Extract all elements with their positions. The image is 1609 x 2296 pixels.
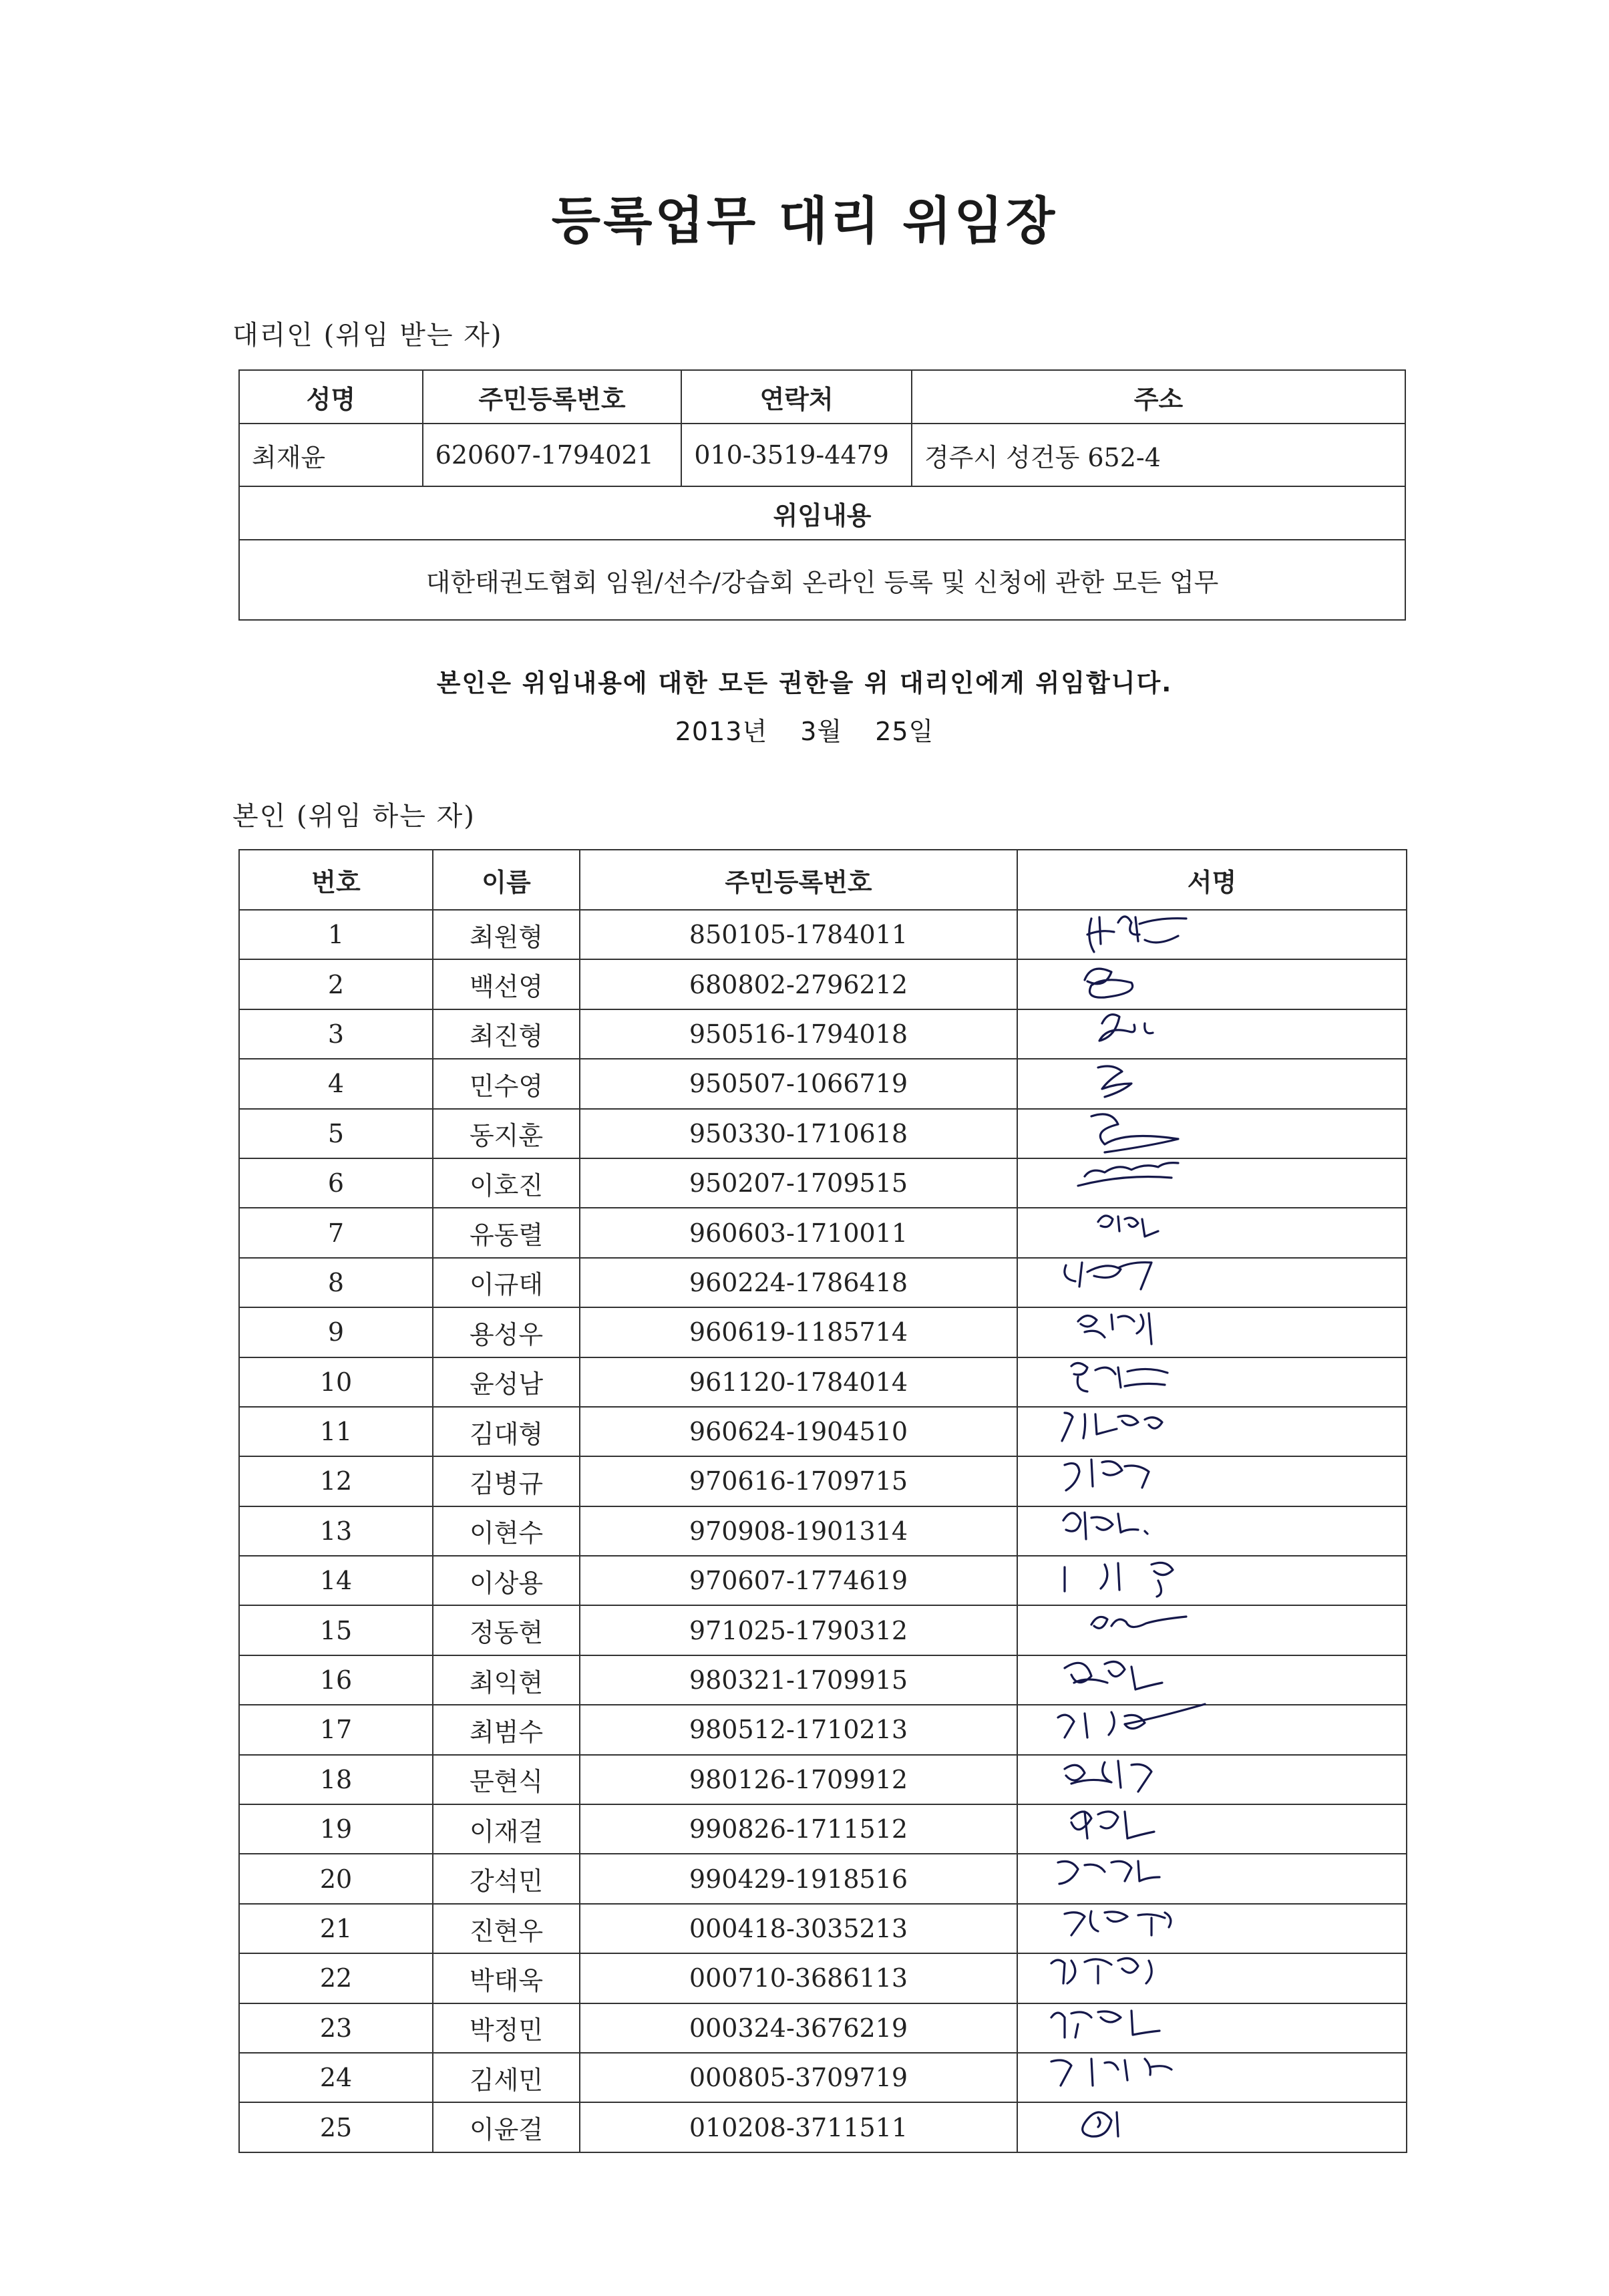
agent-header-row xyxy=(239,370,1405,424)
principal-signature xyxy=(1017,910,1407,959)
principal-row xyxy=(239,1804,1407,1854)
principal-row xyxy=(239,1009,1407,1059)
principal-name: 박정민 xyxy=(433,2003,580,2053)
principal-signature xyxy=(1017,1407,1407,1456)
agent-header-name: 성명 xyxy=(239,370,423,424)
principal-row xyxy=(239,1556,1407,1605)
principal-row xyxy=(239,1109,1407,1158)
principal-signature xyxy=(1017,1804,1407,1854)
delegation-header-row xyxy=(239,486,1405,540)
principal-signature xyxy=(1017,1456,1407,1506)
principal-no: 9 xyxy=(239,1307,433,1357)
principal-id-number: 970607-1774619 xyxy=(580,1556,1017,1605)
principal-row xyxy=(239,1407,1407,1456)
principal-id-number: 000324-3676219 xyxy=(580,2003,1017,2053)
document-date: 2013년 3월 25일 xyxy=(675,717,934,746)
principal-signature xyxy=(1017,1556,1407,1605)
principal-no: 2 xyxy=(239,959,433,1009)
principal-id-number: 980126-1709912 xyxy=(580,1755,1017,1804)
principal-no: 3 xyxy=(239,1009,433,1059)
principal-section-label: 본인 (위임 하는 자) xyxy=(232,801,476,832)
principal-signature xyxy=(1017,959,1407,1009)
principal-id-number: 000710-3686113 xyxy=(580,1953,1017,2003)
principal-no: 11 xyxy=(239,1407,433,1456)
document-title: 등록업무 대리 위임장 xyxy=(551,191,1058,251)
principal-signature xyxy=(1017,1904,1407,1953)
principal-signature xyxy=(1017,1705,1407,1754)
principal-signature xyxy=(1017,1854,1407,1903)
delegation-content-row xyxy=(239,540,1405,620)
principal-row xyxy=(239,1705,1407,1754)
principal-signature xyxy=(1017,1755,1407,1804)
principal-signature xyxy=(1017,1009,1407,1059)
principal-name: 이상용 xyxy=(433,1556,580,1605)
principal-name: 정동현 xyxy=(433,1605,580,1655)
principal-header-name: 이름 xyxy=(433,850,580,910)
principal-no: 13 xyxy=(239,1506,433,1556)
agent-section-label: 대리인 (위임 받는 자) xyxy=(232,320,503,351)
delegation-statement: 본인은 위임내용에 대한 모든 권한을 위 대리인에게 위임합니다. xyxy=(436,669,1173,697)
principal-no: 19 xyxy=(239,1804,433,1854)
principal-header-row xyxy=(239,850,1407,910)
principal-no: 8 xyxy=(239,1258,433,1307)
principal-name: 이현수 xyxy=(433,1506,580,1556)
principal-row xyxy=(239,1258,1407,1307)
agent-contact: 010-3519-4479 xyxy=(681,424,912,486)
delegation-header: 위임내용 xyxy=(239,486,1405,540)
principal-name: 진현우 xyxy=(433,1904,580,1953)
principal-name: 문현식 xyxy=(433,1755,580,1804)
principal-row xyxy=(239,1854,1407,1903)
principal-row xyxy=(239,1208,1407,1257)
principal-id-number: 680802-2796212 xyxy=(580,959,1017,1009)
principal-no: 17 xyxy=(239,1705,433,1754)
principal-row xyxy=(239,959,1407,1009)
principal-name: 강석민 xyxy=(433,1854,580,1903)
principal-id-number: 971025-1790312 xyxy=(580,1605,1017,1655)
principal-name: 이재걸 xyxy=(433,1804,580,1854)
principal-no: 23 xyxy=(239,2003,433,2053)
principal-id-number: 010208-3711511 xyxy=(580,2102,1017,2152)
principal-no: 12 xyxy=(239,1456,433,1506)
principal-name: 이규태 xyxy=(433,1258,580,1307)
principal-row xyxy=(239,1059,1407,1108)
principal-signature xyxy=(1017,2053,1407,2102)
principal-name: 김병규 xyxy=(433,1456,580,1506)
principal-signature xyxy=(1017,1059,1407,1108)
principal-no: 22 xyxy=(239,1953,433,2003)
principal-name: 최범수 xyxy=(433,1705,580,1754)
principal-signature xyxy=(1017,1307,1407,1357)
principal-name: 최진형 xyxy=(433,1009,580,1059)
principal-id-number: 000418-3035213 xyxy=(580,1904,1017,1953)
principal-signature xyxy=(1017,1258,1407,1307)
principal-signature xyxy=(1017,2003,1407,2053)
principal-name: 김세민 xyxy=(433,2053,580,2102)
principal-row xyxy=(239,2102,1407,2152)
principal-name: 동지훈 xyxy=(433,1109,580,1158)
principal-row xyxy=(239,1953,1407,2003)
principal-no: 25 xyxy=(239,2102,433,2152)
agent-id-number: 620607-1794021 xyxy=(423,424,682,486)
principal-id-number: 990826-1711512 xyxy=(580,1804,1017,1854)
principal-signature xyxy=(1017,1109,1407,1158)
principal-id-number: 960603-1710011 xyxy=(580,1208,1017,1257)
principal-no: 16 xyxy=(239,1655,433,1705)
agent-address: 경주시 성건동 652-4 xyxy=(912,424,1405,486)
principal-header-id: 주민등록번호 xyxy=(580,850,1017,910)
principal-no: 21 xyxy=(239,1904,433,1953)
principal-no: 15 xyxy=(239,1605,433,1655)
delegation-content: 대한태권도협회 임원/선수/강습회 온라인 등록 및 신청에 관한 모든 업무 xyxy=(239,540,1405,620)
principal-no: 6 xyxy=(239,1158,433,1208)
principal-id-number: 980321-1709915 xyxy=(580,1655,1017,1705)
principal-id-number: 000805-3709719 xyxy=(580,2053,1017,2102)
principal-row xyxy=(239,2053,1407,2102)
principal-signature xyxy=(1017,1605,1407,1655)
principal-signature xyxy=(1017,1506,1407,1556)
principal-table xyxy=(238,849,1407,2153)
principal-row xyxy=(239,1605,1407,1655)
principal-row xyxy=(239,1456,1407,1506)
principal-signature xyxy=(1017,1357,1407,1407)
principal-id-number: 961120-1784014 xyxy=(580,1357,1017,1407)
principal-signature xyxy=(1017,1655,1407,1705)
principal-id-number: 970616-1709715 xyxy=(580,1456,1017,1506)
principal-no: 24 xyxy=(239,2053,433,2102)
principal-no: 10 xyxy=(239,1357,433,1407)
principal-no: 18 xyxy=(239,1755,433,1804)
principal-id-number: 960619-1185714 xyxy=(580,1307,1017,1357)
principal-id-number: 980512-1710213 xyxy=(580,1705,1017,1754)
principal-header-no: 번호 xyxy=(239,850,433,910)
principal-row xyxy=(239,1357,1407,1407)
principal-name: 김대형 xyxy=(433,1407,580,1456)
principal-name: 최원형 xyxy=(433,910,580,959)
principal-header-signature: 서명 xyxy=(1017,850,1407,910)
principal-no: 4 xyxy=(239,1059,433,1108)
agent-header-contact: 연락처 xyxy=(681,370,912,424)
agent-header-id: 주민등록번호 xyxy=(423,370,682,424)
principal-id-number: 960224-1786418 xyxy=(580,1258,1017,1307)
handwritten-signature-icon xyxy=(1018,2096,1272,2158)
principal-signature xyxy=(1017,1158,1407,1208)
principal-signature xyxy=(1017,1953,1407,2003)
principal-no: 20 xyxy=(239,1854,433,1903)
principal-row xyxy=(239,1904,1407,1953)
agent-table xyxy=(238,369,1406,621)
principal-no: 14 xyxy=(239,1556,433,1605)
principal-id-number: 850105-1784011 xyxy=(580,910,1017,959)
principal-name: 이윤걸 xyxy=(433,2102,580,2152)
principal-no: 7 xyxy=(239,1208,433,1257)
principal-name: 윤성남 xyxy=(433,1357,580,1407)
principal-row xyxy=(239,910,1407,959)
principal-no: 5 xyxy=(239,1109,433,1158)
principal-id-number: 950330-1710618 xyxy=(580,1109,1017,1158)
principal-signature xyxy=(1017,1208,1407,1257)
principal-row xyxy=(239,1755,1407,1804)
principal-name: 유동렬 xyxy=(433,1208,580,1257)
agent-header-address: 주소 xyxy=(912,370,1405,424)
principal-name: 민수영 xyxy=(433,1059,580,1108)
principal-name: 용성우 xyxy=(433,1307,580,1357)
principal-signature xyxy=(1017,2102,1407,2152)
agent-data-row xyxy=(239,424,1405,486)
principal-id-number: 950207-1709515 xyxy=(580,1158,1017,1208)
agent-name: 최재윤 xyxy=(239,424,423,486)
principal-id-number: 950516-1794018 xyxy=(580,1009,1017,1059)
principal-id-number: 960624-1904510 xyxy=(580,1407,1017,1456)
principal-row xyxy=(239,2003,1407,2053)
principal-row xyxy=(239,1506,1407,1556)
principal-id-number: 970908-1901314 xyxy=(580,1506,1017,1556)
principal-row xyxy=(239,1307,1407,1357)
principal-row xyxy=(239,1655,1407,1705)
principal-name: 박태욱 xyxy=(433,1953,580,2003)
principal-name: 최익현 xyxy=(433,1655,580,1705)
principal-row xyxy=(239,1158,1407,1208)
principal-id-number: 950507-1066719 xyxy=(580,1059,1017,1108)
principal-no: 1 xyxy=(239,910,433,959)
principal-id-number: 990429-1918516 xyxy=(580,1854,1017,1903)
principal-name: 백선영 xyxy=(433,959,580,1009)
principal-name: 이호진 xyxy=(433,1158,580,1208)
